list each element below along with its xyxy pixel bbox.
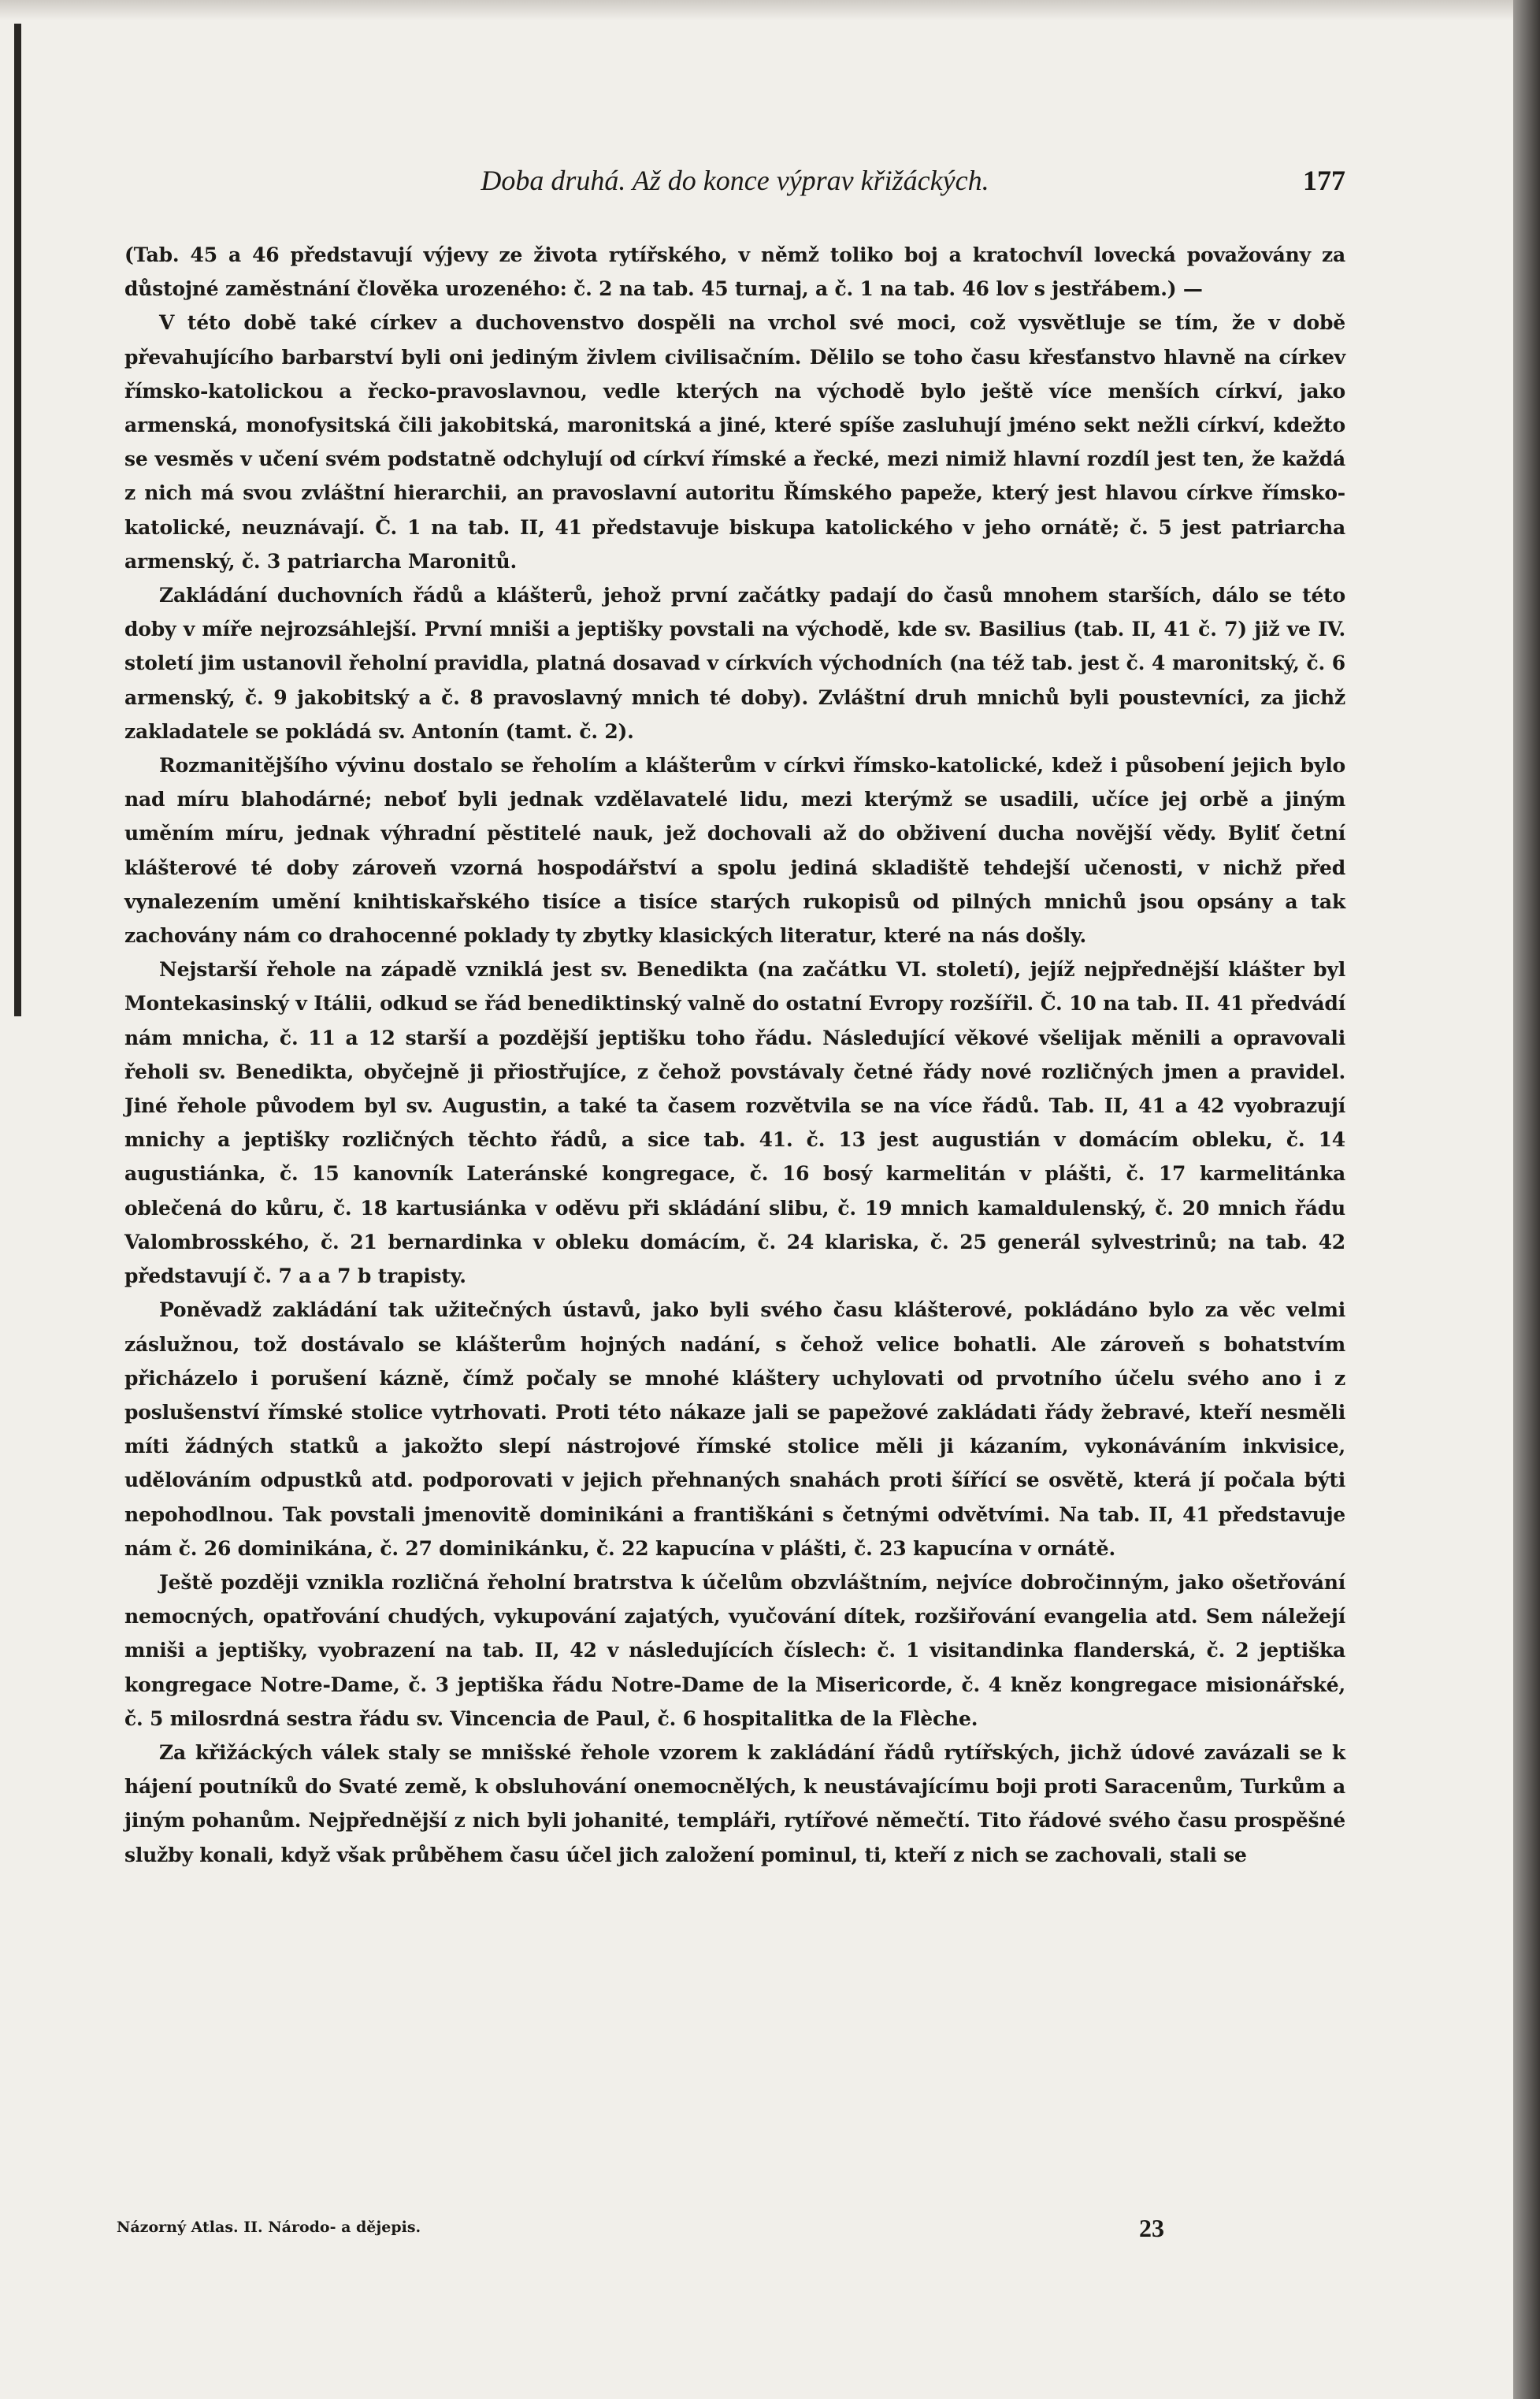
paragraph-1: (Tab. 45 a 46 představují výjevy ze života rytířského, v němž toliko boj a kratochvíl lovecká považovány za důstojné zaměstnání člověka urozeného: č. 2 na tab. 45 turnaj, a č. 1 na tab. 46 lov s jestřábem.) — — [124, 243, 1345, 301]
signature-mark: 23 — [1139, 2214, 1164, 2242]
paragraph-6: Poněvadž zakládání tak užitečných ústavů, jako byli svého času klášterové, pokládáno bylo za věc velmi záslužnou, tož dostávalo se klášterům hojných nadání, s čehož velice bohatli. Ale zároveň s bohatstvím přicházelo i porušení kázně, čímž počaly se mnohé kláštery uchylovati od prvotního účelu svého ano i z poslušenství římské stolice vytrhovati. Proti této nákaze jali se papežové zakládati řády žebravé, kteří nesměli míti žádných statků a jakožto slepí nástrojové římské stolice měli ji kázaním, vykonáváním inkvisice, udělováním odpustků atd. podporovati v jejich přehnaných snahách proti šířící se osvětě, která jí počala býti nepohodlnou. Tak povstali jmenovitě dominikáni a františkáni s četnými odvětvími. Na tab. II, 41 představuje nám č. 26 dominikána, č. 27 dominikánku, č. 22 kapucína v plášti, č. 23 kapucína v ornátě. — [124, 1298, 1345, 1560]
scan-left-edge — [14, 24, 21, 1016]
running-header — [124, 154, 1345, 211]
body-text — [124, 238, 1345, 1872]
footer-source: Názorný Atlas. II. Národo- a dějepis. — [117, 2219, 421, 2236]
book-page — [117, 154, 1345, 2353]
paragraph-4: Rozmanitějšího vývinu dostalo se řeholím a klášterům v církvi římsko-katolické, kdež i působení jejich bylo nad míru blahodárné; neboť byli jednak vzdělavatelé lidu, mezi kterýmž se usadili, učíce jej orbě a jiným uměním míru, jednak výhradní pěstitelé nauk, jež dochovali až do obživení ducha novější vědy. Byliť četní klášterové té doby zároveň vzorná hospodářství a spolu jediná skladiště tehdejší učenosti, v nichž před vynalezením umění knihtiskařského tisíce a tisíce starých rukopisů od pilných mnichů jsou opsány a tak zachovány nám co drahocenné poklady ty zbytky klasických literatur, které na nás došly. — [124, 754, 1345, 948]
page-number: 177 — [1303, 165, 1345, 196]
paragraph-7: Ještě později vznikla rozličná řeholní bratrstva k účelům obzvláštním, nejvíce dobročinným, jako ošetřování nemocných, opatřování chudých, vykupování zajatých, vyučování dítek, rozšiřování evangelia atd. Sem náležejí mniši a jeptišky, vyobrazení na tab. II, 42 v následujících číslech: č. 1 visitandinka flanderská, č. 2 jeptiška kongregace Notre-Dame, č. 3 jeptiška řádu Notre-Dame de la Misericorde, č. 4 kněz kongregace misionářské, č. 5 milosrdná sestra řádu sv. Vincencia de Paul, č. 6 hospitalitka de la Flèche. — [124, 1570, 1345, 1730]
scan-top-shadow — [0, 0, 1540, 20]
paragraph-2: V této době také církev a duchovenstvo dospěli na vrchol své moci, což vysvětluje se tím, že v době převahujícího barbarství byli oni jediným živlem civilisačním. Dělilo se toho času křesťanstvo hlavně na církev římsko-katolickou a řecko-pravoslavnou, vedle kterých na východě bylo ještě více menších církví, jako armenská, monofysitská čili jakobitská, maronitská a jiné, které spíše zasluhují jméno sekt nežli církví, kdežto se vesměs v učení svém podstatně odchylují od církví římské a řecké, mezi nimiž hlavní rozdíl jest ten, že každá z nich má svou zvláštní hierarchii, an pravoslavní autoritu Římského papeže, který jest hlavou církve římsko-katolické, neuznávají. Č. 1 na tab. II, 41 představuje biskupa katolického v jeho ornátě; č. 5 jest patriarcha armenský, č. 3 patriarcha Maronitů. — [124, 311, 1345, 573]
running-title: Doba druhá. Až do konce výprav křižáckých. — [481, 165, 989, 196]
scan-right-edge — [1513, 0, 1540, 2399]
paragraph-5: Nejstarší řehole na západě vzniklá jest sv. Benedikta (na začátku VI. století), jejíž nejpřednější klášter byl Montekasinský v Itálii, odkud se řád benediktinský valně do ostatní Evropy rozšířil. Č. 10 na tab. II. 41 předvádí nám mnicha, č. 11 a 12 starší a pozdější jeptišku toho řádu. Následující věkové všelijak měnili a opravovali řeholi sv. Benedikta, obyčejně ji přiostřujíce, z čehož povstávaly četné řády nové rozličných jmen a pravidel. Jiné řehole původem byl sv. Augustin, a také ta časem rozvětvila se na více řádů. Tab. II, 41 a 42 vyobrazují mnichy a jeptišky rozličných těchto řádů, a sice tab. 41. č. 13 jest augustián v domácím obleku, č. 14 augustiánka, č. 15 kanovník Lateránské kongregace, č. 16 bosý karmelitán v plášti, č. 17 karmelitánka oblečená do kůru, č. 18 kartusiánka v oděvu při skládání slibu, č. 19 mnich kamaldulenský, č. 20 mnich řádu Valombrosského, č. 21 bernardinka v obleku domácím, č. 24 klariska, č. 25 generál sylvestrinů; na tab. 42 představují č. 7 a a 7 b trapisty. — [124, 958, 1345, 1288]
paragraph-8: Za křižáckých válek staly se mnišské řehole vzorem k zakládání řádů rytířských, jichž údové zavázali se k hájení poutníků do Svaté země, k obsluhování onemocnělých, k neustávajícímu boji proti Saracenům, Turkům a jiným pohanům. Nejpřednější z nich byli johanité, templáři, rytířové němečtí. Tito řádové svého času prospěšné služby konali, když však průběhem času účel jich založení pominul, ti, kteří z nich se zachovali, stali se — [124, 1740, 1345, 1866]
paragraph-3: Zakládání duchovních řádů a klášterů, jehož první začátky padají do časů mnohem starších, dálo se této doby v míře nejrozsáhlejší. První mniši a jeptišky povstali na východě, kde sv. Basilius (tab. II, 41 č. 7) již ve IV. století jim ustanovil řeholní pravidla, platná dosavad v církvích východních (na též tab. jest č. 4 maronitský, č. 6 armenský, č. 9 jakobitský a č. 8 pravoslavný mnich té doby). Zvláštní druh mnichů byli poustevníci, za jichž zakladatele se pokládá sv. Antonín (tamt. č. 2). — [124, 584, 1345, 743]
